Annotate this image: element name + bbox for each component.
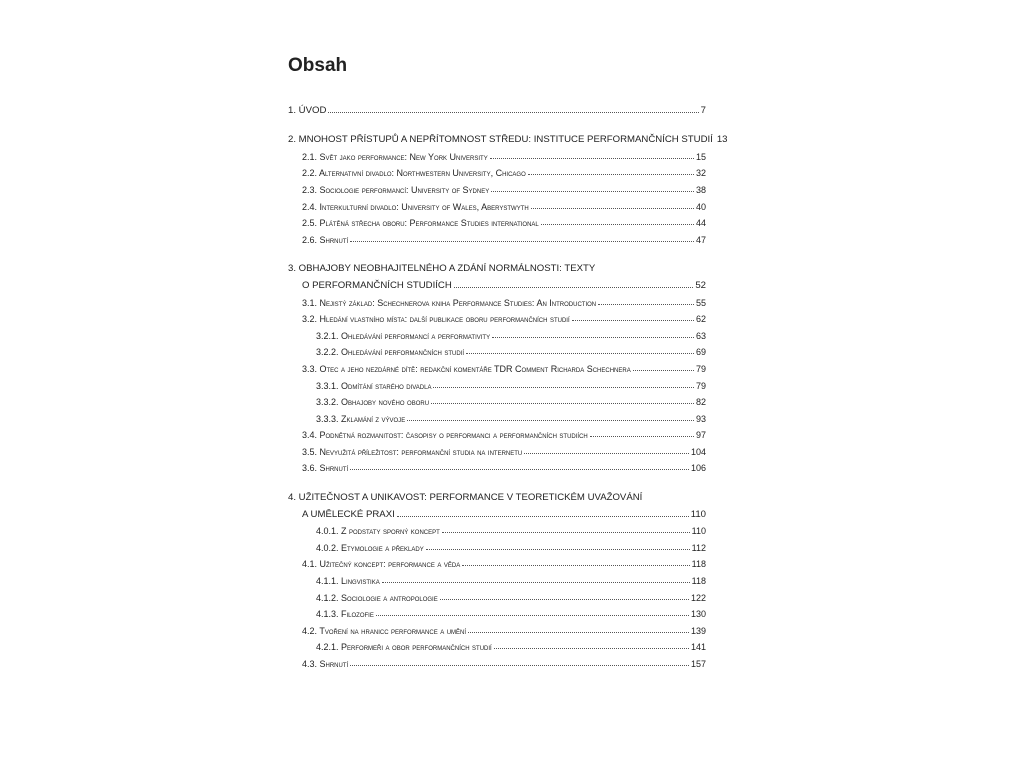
dot-leader <box>440 598 689 600</box>
toc-entry[interactable] <box>288 129 728 146</box>
toc-entry-page: 112 <box>691 542 706 553</box>
toc-entry-label: 2. MNOHOST PŘÍSTUPŮ A NEPŘÍTOMNOST STŘEDU: INSTITUCE PERFORMANČNÍCH STUDIÍ <box>288 134 713 146</box>
dot-leader <box>494 647 689 649</box>
toc-entry-label: 3.3.1. Odmítání starého divadla <box>316 380 432 391</box>
toc-entry[interactable] <box>288 212 706 229</box>
toc-entry[interactable] <box>288 178 706 195</box>
toc-entry-label: A UMĚLECKÉ PRAXI <box>302 508 395 520</box>
toc-entry-page: 13 <box>716 134 728 146</box>
toc-entry-label: 4.0.2. Etymologie a překlady <box>316 542 424 553</box>
toc-entry[interactable] <box>288 228 706 245</box>
toc-entry-page: 69 <box>695 347 706 358</box>
dot-leader <box>492 336 694 338</box>
toc-entry-page: 97 <box>695 430 706 441</box>
toc-entry[interactable] <box>288 162 706 179</box>
toc-entry-page: 93 <box>695 413 706 424</box>
dot-leader <box>462 564 689 566</box>
dot-leader <box>382 581 690 583</box>
toc-entry-page: 55 <box>695 297 706 308</box>
toc-entry-label: 3.3.2. Obhajoby nového oboru <box>316 397 430 408</box>
toc-entry-label: 3.3.3. Zklamání z vývoje <box>316 413 406 424</box>
toc-entry-page: 157 <box>690 659 706 669</box>
toc-entry-page: 44 <box>695 218 706 229</box>
dot-leader <box>466 352 694 354</box>
page-title: Obsah <box>288 55 348 76</box>
dot-leader <box>590 435 694 437</box>
toc-entry-page: 110 <box>690 508 706 520</box>
toc-entry-page: 139 <box>690 625 706 636</box>
toc-entry-label: 4.1.1. Lingvistika <box>316 576 380 587</box>
toc-entry-label: 3.2. Hledání vlastního místa: další publikace oboru performančních studií <box>302 314 570 325</box>
dot-leader <box>541 223 694 225</box>
toc-section <box>288 99 706 116</box>
dot-leader <box>633 369 694 371</box>
toc-entry-label: 3.6. Shrnutí <box>302 463 349 474</box>
toc-entry-label: 3.5. Nevyužitá příležitost: performanční studia na internetu <box>302 446 523 457</box>
toc-entry-page: 32 <box>695 168 706 179</box>
toc-entry-label: 4.2. Tvoření na hranicc performance a umění <box>302 625 467 636</box>
toc-entry-label: 1. ÚVOD <box>288 104 327 116</box>
toc-entry-label: 3.2.2. Ohledávání performančních studií <box>316 347 465 358</box>
toc-entry-page: 52 <box>695 279 706 291</box>
toc-entry-page: 110 <box>691 526 706 537</box>
toc-entry[interactable] <box>288 145 706 162</box>
toc-section <box>288 486 706 669</box>
toc-chapter-heading: 4. UŽITEČNOST A UNIKAVOST: PERFORMANCE V TEORETICKÉM UVAŽOVÁNÍ <box>288 492 643 504</box>
toc-entry[interactable] <box>288 503 706 520</box>
toc-entry[interactable] <box>288 308 706 325</box>
toc-entry-label: 3.1. Nejistý základ: Schechnerova kniha Performance Studies: An Introduction <box>302 297 597 308</box>
toc-entry-label: 3.2.1. Ohledávání performancí a performativity <box>316 330 491 341</box>
toc-entry-label: 4.0.1. Z podstaty sporný koncept <box>316 526 440 537</box>
toc-entry[interactable] <box>288 99 706 116</box>
toc-entry-label: 2.2. Alternativní divadlo: Northwestern University, Chicago <box>302 168 526 179</box>
toc-entry[interactable] <box>288 553 706 570</box>
toc-entry-page: 118 <box>691 576 706 587</box>
toc-entry[interactable] <box>288 424 706 441</box>
dot-leader <box>350 468 689 470</box>
dot-leader <box>397 515 689 517</box>
toc-entry-label: 4.1.3. Filozofie <box>316 609 374 620</box>
dot-leader <box>433 386 694 388</box>
toc-entry[interactable] <box>288 341 706 358</box>
toc-entry[interactable] <box>288 619 706 636</box>
toc-entry-label: 3.4. Podnětná rozmanitost: časopisy o performanci a performančních studiích <box>302 430 588 441</box>
toc-entry-page: 15 <box>695 151 706 162</box>
toc-entry[interactable] <box>288 357 706 374</box>
toc-entry[interactable] <box>288 520 706 537</box>
toc-entry-label: 3.3. Otec a jeho nezdárné dítě: redakční komentáře TDR Comment Richarda Schechnera <box>302 363 631 374</box>
toc-entry-label: 2.6. Shrnutí <box>302 234 349 245</box>
toc-section <box>288 129 728 245</box>
toc-entry-label: 4.1. Užitečný koncept: performance a věda <box>302 559 461 570</box>
dot-leader <box>468 631 689 633</box>
dot-leader <box>531 207 694 209</box>
toc-entry-label: 2.3. Sociologie performancí: University of Sydney <box>302 184 490 195</box>
toc-list <box>288 99 728 669</box>
dot-leader <box>350 664 689 666</box>
toc-entry-page: 63 <box>695 330 706 341</box>
toc-entry-label: O PERFORMANČNÍCH STUDIÍCH <box>302 279 452 291</box>
dot-leader <box>407 419 694 421</box>
dot-leader <box>491 190 694 192</box>
toc-entry[interactable] <box>288 440 706 457</box>
dot-leader <box>442 531 690 533</box>
toc-entry-page: 106 <box>690 463 706 474</box>
toc-entry-page: 62 <box>695 314 706 325</box>
toc-entry-label: 2.1. Svět jako performance: New York University <box>302 151 488 162</box>
toc-entry[interactable] <box>288 586 706 603</box>
dot-leader <box>598 303 694 305</box>
dot-leader <box>350 240 694 242</box>
dot-leader <box>376 614 689 616</box>
toc-entry[interactable] <box>288 291 706 308</box>
toc-entry-page: 79 <box>695 380 706 391</box>
dot-leader <box>328 111 698 113</box>
toc-entry-page: 7 <box>700 104 706 116</box>
dot-leader <box>426 548 690 550</box>
toc-entry-page: 141 <box>690 642 706 653</box>
toc-section <box>288 258 706 474</box>
toc-chapter-heading: 3. OBHAJOBY NEOBHAJITELNÉHO A ZDÁNÍ NORMÁLNOSTI: TEXTY <box>288 263 596 275</box>
toc-entry-label: 4.1.2. Sociologie a antropologie <box>316 592 438 603</box>
dot-leader <box>454 286 694 288</box>
toc-entry-page: 47 <box>695 234 706 245</box>
toc-entry-page: 79 <box>695 363 706 374</box>
toc-entry[interactable] <box>288 374 706 391</box>
toc-entry[interactable] <box>288 195 706 212</box>
toc-entry[interactable] <box>288 569 706 586</box>
toc-entry[interactable] <box>288 636 706 653</box>
toc-entry-page: 104 <box>690 446 706 457</box>
toc-entry-label: 2.5. Plátěná střecha oboru: Performance Studies international <box>302 218 539 229</box>
dot-leader <box>572 319 694 321</box>
toc-entry[interactable] <box>288 603 706 620</box>
table-of-contents <box>288 55 728 682</box>
toc-entry[interactable] <box>288 324 706 341</box>
dot-leader <box>528 173 694 175</box>
toc-entry-page: 82 <box>695 397 706 408</box>
toc-entry[interactable] <box>288 457 706 474</box>
toc-entry-page: 122 <box>690 592 706 603</box>
toc-entry-page: 118 <box>691 559 706 570</box>
toc-entry[interactable] <box>288 652 706 669</box>
dot-leader <box>490 157 694 159</box>
toc-entry[interactable] <box>288 536 706 553</box>
toc-entry-page: 38 <box>695 184 706 195</box>
toc-entry-page: 40 <box>695 201 706 212</box>
toc-entry-page: 130 <box>690 609 706 620</box>
toc-entry[interactable] <box>288 407 706 424</box>
toc-entry[interactable] <box>288 391 706 408</box>
toc-entry-label: 2.4. Interkulturní divadlo: University of Wales, Aberystwyth <box>302 201 529 212</box>
toc-entry-label: 4.2.1. Performeři a obor performančních studií <box>316 642 492 653</box>
toc-entry[interactable] <box>288 274 706 291</box>
dot-leader <box>524 452 689 454</box>
toc-entry-label: 4.3. Shrnutí <box>302 659 349 669</box>
dot-leader <box>431 402 694 404</box>
